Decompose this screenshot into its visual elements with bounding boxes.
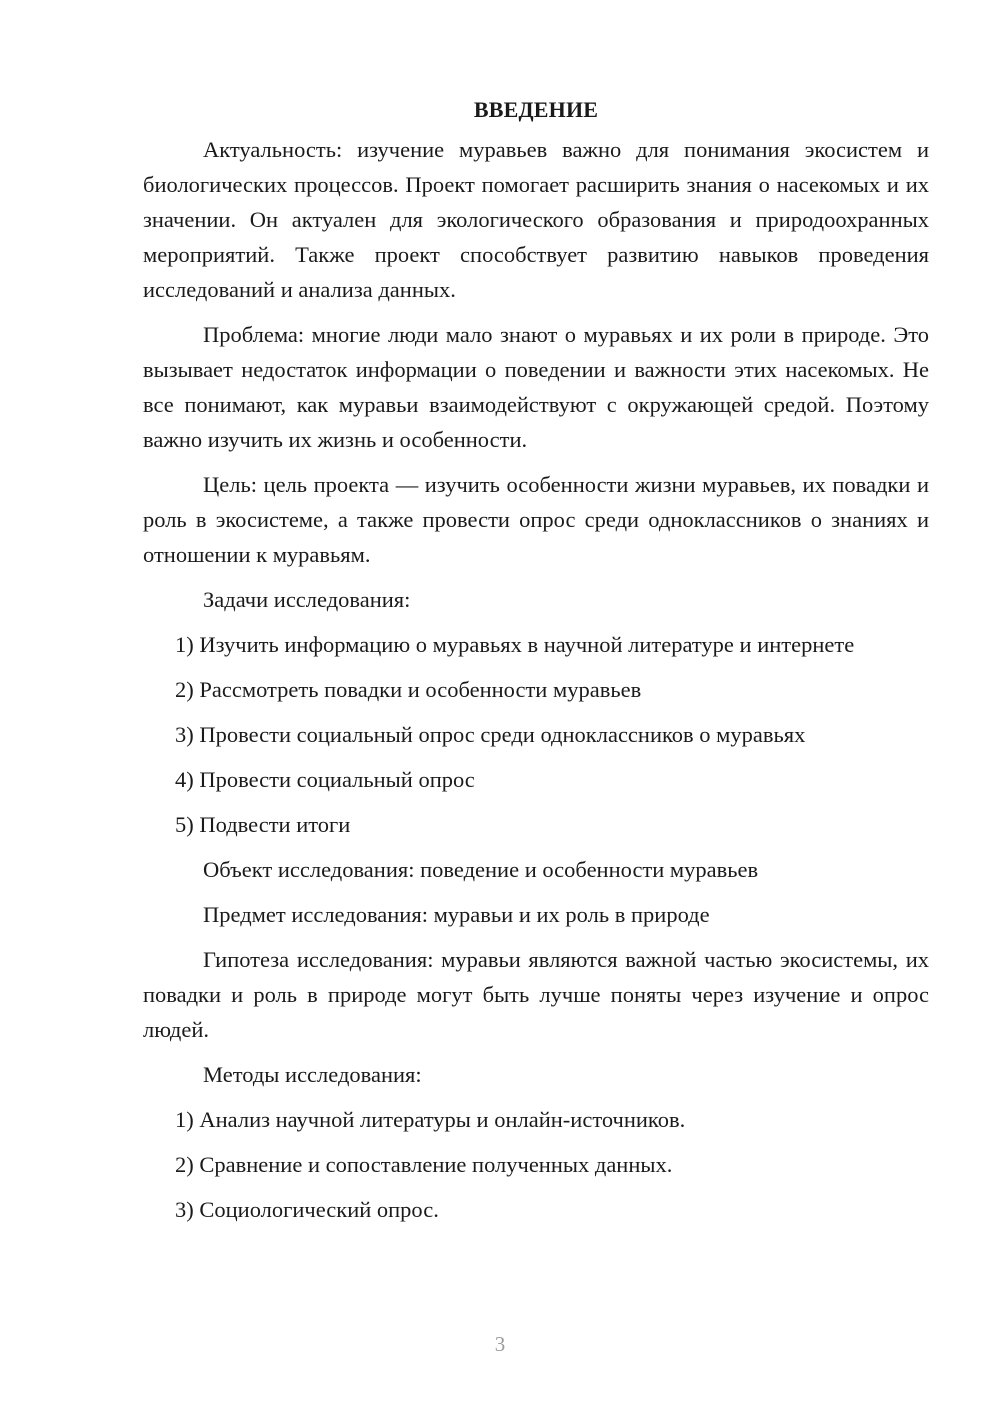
- page-number: 3: [494, 1332, 506, 1356]
- hypothesis-paragraph: Гипотеза исследования: муравьи являются важной частью экосистемы, их повадки и роль в природе могут быть лучше поняты через изучение и опрос людей.: [143, 947, 929, 1042]
- relevance-paragraph: Актуальность: изучение муравьев важно для понимания экосистем и биологических процессов. Проект помогает расширить знания о насекомых и их значении. Он актуален для экологического образования и природоохранных мероприятий. Также проект способствует развитию навыков проведения исследований и анализа данных.: [143, 137, 929, 302]
- document-page: [143, 92, 929, 1237]
- task-item: 4) Провести социальный опрос: [175, 767, 475, 792]
- tasks-list: [143, 627, 929, 842]
- tasks-heading: Задачи исследования:: [203, 587, 411, 612]
- task-item: 2) Рассмотреть повадки и особенности муравьев: [175, 677, 642, 702]
- page-title: ВВЕДЕНИЕ: [473, 97, 599, 122]
- task-item: 5) Подвести итоги: [175, 812, 351, 837]
- method-item: 1) Анализ научной литературы и онлайн-источников.: [175, 1107, 686, 1132]
- research-object: Объект исследования: поведение и особенности муравьев: [203, 857, 759, 882]
- problem-paragraph: Проблема: многие люди мало знают о муравьях и их роли в природе. Это вызывает недостаток информации о поведении и важности этих насекомых. Не все понимают, как муравьи взаимодействуют с окружающей средой. Поэтому важно изучить их жизнь и особенности.: [143, 322, 929, 452]
- task-item: 1) Изучить информацию о муравьях в научной литературе и интернете: [175, 632, 855, 657]
- methods-list: [143, 1102, 929, 1227]
- research-subject: Предмет исследования: муравьи и их роль в природе: [203, 902, 710, 927]
- task-item: 3) Провести социальный опрос среди одноклассников о муравьях: [175, 722, 806, 747]
- methods-heading: Методы исследования:: [203, 1062, 422, 1087]
- goal-paragraph: Цель: цель проекта — изучить особенности жизни муравьев, их повадки и роль в экосистеме, а также провести опрос среди одноклассников о знаниях и отношении к муравьям.: [143, 472, 929, 567]
- method-item: 3) Социологический опрос.: [175, 1197, 439, 1222]
- method-item: 2) Сравнение и сопоставление полученных данных.: [175, 1152, 673, 1177]
